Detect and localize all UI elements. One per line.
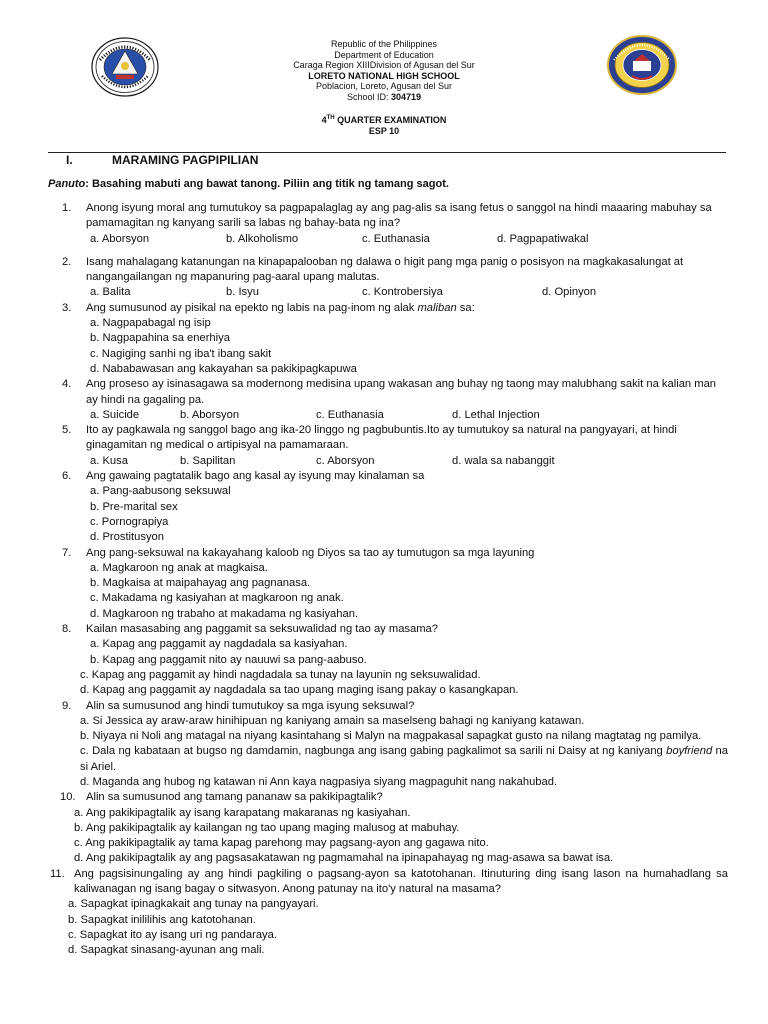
option-c: c. Nagiging sanhi ng iba't ibang sakit: [90, 347, 272, 360]
choice-d: d. wala sa nabanggit: [452, 454, 555, 467]
question-10: [0, 790, 768, 866]
choice-a: a. Suicide: [90, 408, 140, 421]
exam-title-text: QUARTER EXAMINATION: [334, 115, 447, 125]
question-4: [0, 377, 768, 423]
option-c: c. Pornograpiya: [90, 515, 169, 528]
choice-c: c. Kontrobersiya: [362, 286, 443, 299]
option-d: d. Maganda ang hubog ng katawan ni Ann kaya nagpasiya siyang magpaguhit nang nakahubad.: [80, 775, 558, 788]
choice-b: b. Sapilitan: [180, 454, 236, 467]
question-number: 9.: [62, 699, 72, 712]
instructions-text: : Basahing mabuti ang bawat tanong. Piliin ang titik ng tamang sagot.: [85, 178, 449, 190]
choice-a: a. Balita: [90, 286, 131, 299]
option-d: d. Ang pakikipagtalik ay ang pagsasakatawan ng pagmamahal na ipinapahayag ng mag-asawa sa bawat isa.: [74, 852, 614, 865]
option-b: b. Pre-marital sex: [90, 500, 178, 513]
question-11: [0, 867, 768, 959]
option-a: a. Pang-aabusong seksuwal: [90, 485, 231, 498]
question-7: [0, 546, 768, 622]
school-seal-logo: [606, 34, 678, 96]
instructions: [48, 178, 449, 190]
question-text: Isang mahalagang katanungan na kinapapalooban ng dalawa o higit pang mga panig o posisyon na magkakasalungat at nangangailangan ng mapanuring pag-aaral upang malutas.: [86, 255, 684, 284]
question-text: Alin sa sumusunod ang tamang pananaw sa pakikipagtalik?: [86, 791, 383, 804]
option-d: d. Kapag ang paggamit ay nagdadala sa tao upang maging isang pakay o kasangkapan.: [80, 684, 519, 697]
choice-d: d. Pagpapatiwakal: [497, 232, 589, 245]
question-text-part: Ang sumusunod ay pisikal na epekto ng labis na pag-inom ng alak: [86, 301, 418, 314]
choice-a: a. Kusa: [90, 454, 128, 467]
option-c: c. Kapag ang paggamit ay hindi nagdadala sa tunay na layunin ng seksuwalidad.: [80, 668, 481, 681]
option-d: d. Prostitusyon: [90, 531, 164, 544]
header-department: Department of Education: [334, 49, 434, 60]
quarter-suffix: TH: [326, 115, 335, 121]
section-title: MARAMING PAGPIPILIAN: [112, 153, 259, 167]
question-9: [0, 699, 768, 791]
question-text: Ang pagsisinungaling ay ang hindi pagkiling o pagsang-ayon sa katotohanan. Itinuturing ding isang lason na humahadlang sa kaliwanagan ng isang bagay o sitwasyon. Anong patunay na ito'y natural na masama?: [74, 867, 728, 896]
question-number: 8.: [62, 623, 72, 636]
question-text: Ang gawaing pagtatalik bago ang kasal ay isyung may kinalaman sa: [86, 470, 425, 483]
choice-d: d. Lethal Injection: [452, 408, 540, 421]
option-c: c. Sapagkat ito ay isang uri ng pandaraya.: [68, 928, 277, 941]
question-text: Ang proseso ay isinasagawa sa modernong medisina upang wakasan ang buhay ng taong may malubhang sakit na kalian man ay hindi na gagaling pa.: [86, 378, 717, 406]
question-number: 7.: [62, 546, 72, 559]
choices-row: [0, 232, 768, 247]
choice-b: b. Aborsyon: [180, 408, 240, 421]
question-number: 5.: [62, 424, 72, 437]
option-b: b. Ang pakikipagtalik ay kailangan ng tao upang maging malusog at mabuhay.: [74, 821, 460, 834]
question-number: 11.: [50, 867, 65, 880]
header-region-division: Caraga Region XIIIDivision of Agusan del Sur: [293, 60, 475, 70]
option-text-part: c. Dala ng kabataan at bugso ng damdamin, nagbunga ang isang gabing pagkalimot sa sarili ni Daisy at ng kaniyang: [80, 745, 667, 758]
section-number: I.: [66, 153, 73, 167]
option-b: b. Niyaya ni Noli ang matagal na niyang kasintahang si Malyn na magpakasal sapagkat gusto na nilang magtatag ng pamilya.: [80, 730, 702, 743]
school-name: LORETO NATIONAL HIGH SCHOOL: [308, 70, 460, 81]
option-b: b. Nagpapahina sa enerhiya: [90, 332, 230, 345]
exam-title: [200, 113, 568, 136]
question-8: [0, 622, 768, 698]
option-b: b. Kapag ang paggamit nito ay nauuwi sa pang-aabuso.: [90, 653, 367, 666]
option-text-part: na si Ariel.: [80, 745, 728, 773]
choice-c: c. Aborsyon: [316, 454, 375, 467]
school-id-label: School ID:: [346, 91, 391, 102]
choice-b: b. Alkoholismo: [226, 232, 299, 245]
option-a: a. Si Jessica ay araw-araw hinihipuan ng kaniyang amain sa maselseng bahagi ng kaniyang katawan.: [80, 714, 585, 727]
option-c: c. Ang pakikipagtalik ay tama kapag parehong may pagsang-ayon ang gagawa nito.: [74, 837, 489, 850]
question-text: Ito ay pagkawala ng sanggol bago ang ika-20 linggo ng pagbubuntis.Ito ay tumutukoy sa natural na pangyayari, at hindi ginagamitan ng medical o artipisyal na pamamaraan.: [86, 424, 677, 452]
question-5: [0, 423, 768, 469]
question-2: [0, 255, 768, 301]
question-text-emphasis: maliban: [417, 301, 457, 314]
question-text: Ang pang-seksuwal na kakayahang kaloob ng Diyos sa tao ay tumutugon sa mga layuning: [86, 546, 535, 559]
option-a: a. Magkaroon ng anak at magkaisa.: [90, 561, 268, 574]
question-number: 2.: [62, 255, 72, 268]
choice-c: c. Euthanasia: [362, 232, 430, 245]
question-3: [0, 301, 768, 377]
option-a: a. Sapagkat ipinagkakait ang tunay na pangyayari.: [68, 898, 319, 911]
choices-row: [0, 285, 768, 300]
instructions-label: Panuto: [48, 178, 86, 190]
question-text: Alin sa sumusunod ang hindi tumutukoy sa mga isyung seksuwal?: [86, 699, 415, 712]
choice-d: d. Opinyon: [542, 286, 597, 299]
question-1: [0, 201, 768, 247]
option-b: b. Sapagkat inililihis ang katotohanan.: [68, 913, 256, 926]
question-list: [0, 201, 768, 959]
option-text-emphasis: boyfriend: [666, 745, 713, 758]
option-a: a. Ang pakikipagtalik ay isang karapatang makaranas ng kasiyahan.: [74, 806, 411, 819]
choice-c: c. Euthanasia: [316, 408, 384, 421]
choice-b: b. Isyu: [226, 286, 259, 299]
school-id-line: [200, 92, 568, 103]
header-republic: Republic of the Philippines: [330, 39, 438, 49]
option-c: c. Makadama ng kasiyahan at magkaroon ng anak.: [90, 592, 344, 605]
exam-subject: ESP 10: [368, 125, 400, 136]
option-d: d. Nababawasan ang kakayahan sa pakikipagkapuwa: [90, 362, 357, 375]
question-text: [86, 301, 728, 316]
question-text: Kailan masasabing ang paggamit sa seksuwalidad ng tao ay masama?: [86, 623, 438, 636]
choices-row: [0, 408, 768, 423]
choices-row: [0, 454, 768, 469]
school-address: Poblacion, Loreto, Agusan del Sur: [315, 81, 453, 91]
question-text-part: sa:: [456, 301, 475, 314]
question-number: 6.: [62, 470, 72, 483]
question-number: 3.: [62, 301, 72, 314]
option-b: b. Magkaisa at maipahayag ang pagnanasa.: [90, 577, 311, 590]
question-number: 4.: [62, 378, 72, 391]
option-d: d. Magkaroon ng trabaho at makadama ng kasiyahan.: [90, 607, 359, 620]
question-6: [0, 469, 768, 545]
question-text: Anong isyung moral ang tumutukoy sa pagpapalaglag ay ang pag-alis sa isang fetus o sanggol na hindi maaaring mabuhay sa pamamagitan ng kanyang sarili sa labas ng bahay-bata ng ina?: [86, 202, 712, 230]
quarter-number: 4: [321, 115, 327, 125]
option-a: a. Kapag ang paggamit ay nagdadala sa kasiyahan.: [90, 638, 348, 651]
question-number: 1.: [62, 202, 72, 214]
question-number: 10.: [60, 791, 76, 804]
exam-quarter-line: [200, 113, 568, 126]
option-a: a. Nagpapabagal ng isip: [90, 317, 211, 330]
choice-a: a. Aborsyon: [90, 232, 150, 245]
deped-seal-logo: [90, 36, 160, 98]
option-d: d. Sapagkat sinasang-ayunan ang mali.: [68, 944, 265, 957]
school-header: [200, 39, 568, 102]
option-c: [0, 744, 768, 775]
school-id-value: 304719: [390, 91, 422, 102]
